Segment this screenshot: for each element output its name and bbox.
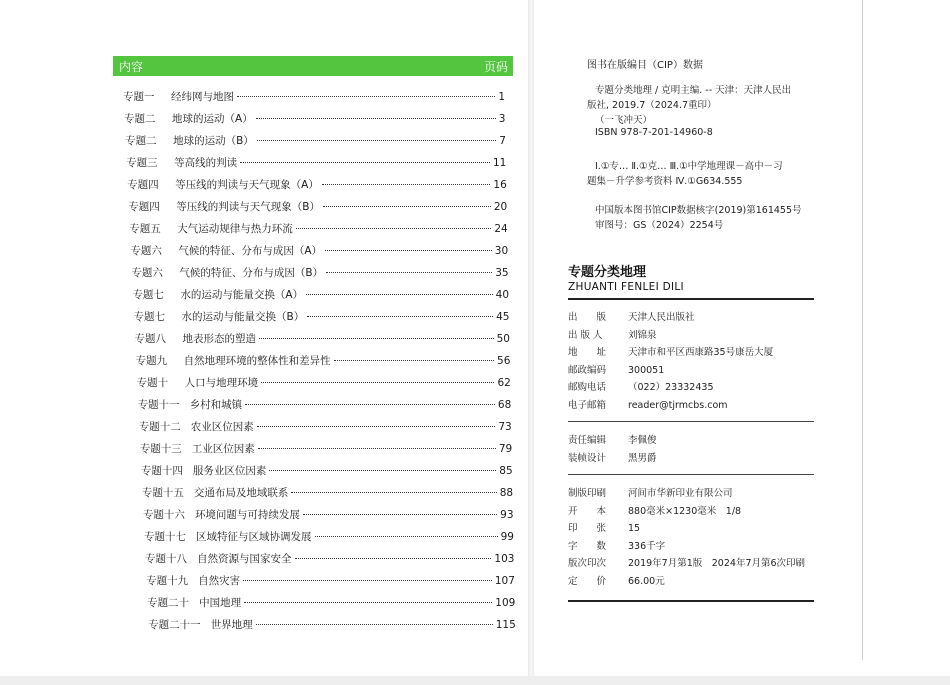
toc-entry-title: 地球的运动（B） bbox=[173, 135, 254, 147]
publisher-info-row bbox=[568, 311, 695, 325]
divider bbox=[568, 421, 814, 422]
toc-entry bbox=[128, 200, 507, 214]
toc-page-number: 40 bbox=[495, 289, 510, 301]
toc-section-number: 专题十八 bbox=[145, 553, 188, 565]
toc-entry-title: 水的运动与能量交换（A） bbox=[180, 289, 304, 301]
editor-info-row bbox=[568, 452, 657, 466]
info-value: 黑男爵 bbox=[628, 452, 657, 464]
toc-entry-title: 气候的特征、分布与成因（B） bbox=[179, 267, 324, 279]
toc-entry bbox=[131, 266, 508, 280]
info-value: （022）23332435 bbox=[628, 382, 714, 393]
toc-leader-dots bbox=[240, 162, 490, 163]
printing-info-row bbox=[568, 575, 665, 589]
toc-page-number: 73 bbox=[498, 421, 512, 433]
info-label: 装帧设计 bbox=[568, 452, 607, 464]
toc-entry-title: 农业区位因素 bbox=[190, 421, 254, 433]
book-title: 专题分类地理 bbox=[568, 265, 647, 280]
toc-leader-dots bbox=[323, 206, 491, 207]
toc-leader-dots bbox=[257, 426, 496, 427]
publisher-info-row bbox=[568, 364, 664, 378]
cip-classification: 题集－升学参考资料 Ⅳ.①G634.555 bbox=[587, 176, 743, 187]
toc-entry bbox=[143, 508, 514, 522]
cip-line: （一飞冲天） bbox=[595, 115, 653, 126]
toc-header-content-label: 内容 bbox=[119, 59, 144, 74]
toc-section-number: 专题十七 bbox=[144, 531, 186, 543]
toc-leader-dots bbox=[243, 580, 492, 581]
toc-leader-dots bbox=[296, 228, 492, 229]
toc-entry-title: 工业区位因素 bbox=[191, 443, 255, 455]
cip-heading: 图书在版编目（CIP）数据 bbox=[587, 60, 703, 71]
toc-section-number: 专题十 bbox=[136, 377, 169, 389]
toc-entry-title: 地表形态的塑造 bbox=[182, 333, 257, 345]
toc-entry bbox=[124, 112, 505, 126]
toc-leader-dots bbox=[245, 404, 495, 405]
toc-entry-title: 等高线的判读 bbox=[174, 157, 238, 169]
publisher-info-row bbox=[568, 399, 728, 413]
toc-entry-title: 区域特征与区域协调发展 bbox=[196, 531, 312, 543]
toc-header bbox=[113, 56, 513, 76]
toc-entry bbox=[145, 552, 514, 566]
toc-entry-title: 等压线的判读与天气现象（A） bbox=[175, 179, 319, 191]
toc-leader-dots bbox=[256, 118, 496, 119]
toc-page-number: 3 bbox=[498, 113, 506, 125]
toc-leader-dots bbox=[257, 140, 496, 141]
cip-classification: Ⅰ.①专… Ⅱ.①克… Ⅲ.①中学地理课－高中－习 bbox=[595, 161, 783, 172]
toc-page-number: 115 bbox=[495, 619, 516, 631]
toc-entry bbox=[126, 156, 506, 170]
info-value: 2019年7月第1版 2024年7月第6次印刷 bbox=[628, 558, 806, 569]
toc-entry bbox=[134, 310, 510, 324]
toc-entry bbox=[129, 222, 507, 236]
toc-leader-dots bbox=[259, 338, 494, 339]
toc-section-number: 专题十一 bbox=[137, 399, 180, 411]
toc-entry bbox=[130, 244, 508, 258]
printing-info-row bbox=[568, 505, 741, 519]
map-approval-number: 审图号：GS（2024）2254号 bbox=[595, 220, 724, 231]
toc-section-number: 专题一 bbox=[123, 91, 155, 103]
toc-page-number: 56 bbox=[497, 355, 511, 367]
toc-section-number: 专题二十 bbox=[147, 597, 190, 609]
toc-entry bbox=[136, 354, 511, 368]
toc-section-number: 专题十五 bbox=[141, 487, 184, 499]
toc-section-number: 专题四 bbox=[127, 179, 159, 191]
divider bbox=[568, 474, 814, 475]
toc-page-number: 1 bbox=[498, 91, 505, 103]
divider bbox=[568, 600, 814, 602]
toc-section-number: 专题六 bbox=[131, 267, 163, 279]
info-label: 邮购电话 bbox=[568, 382, 607, 393]
toc-entry bbox=[127, 178, 507, 192]
toc-page-number: 99 bbox=[500, 531, 514, 543]
toc-page-number: 107 bbox=[494, 575, 515, 587]
toc-leader-dots bbox=[307, 316, 493, 317]
info-value: reader@tjrmcbs.com bbox=[628, 399, 728, 411]
info-label: 出 版 bbox=[568, 312, 607, 323]
toc-leader-dots bbox=[269, 470, 496, 471]
divider bbox=[568, 298, 814, 300]
toc-entry bbox=[144, 530, 514, 544]
toc-entry-title: 地球的运动（A） bbox=[172, 113, 253, 125]
printing-info-row bbox=[568, 540, 665, 554]
toc-page-number: 50 bbox=[496, 333, 510, 345]
toc-section-number: 专题六 bbox=[130, 245, 162, 257]
toc-page-number: 35 bbox=[495, 267, 509, 279]
toc-page-number: 45 bbox=[496, 311, 510, 323]
info-label: 责任编辑 bbox=[568, 435, 607, 446]
publisher-info-row bbox=[568, 346, 773, 360]
toc-leader-dots bbox=[244, 602, 492, 603]
toc-entry bbox=[146, 574, 515, 588]
toc-page-number: 85 bbox=[499, 465, 513, 477]
info-value: 刘锦泉 bbox=[628, 329, 657, 341]
toc-section-number: 专题十三 bbox=[139, 443, 182, 455]
toc-section-number: 专题二 bbox=[125, 135, 157, 147]
toc-entry-title: 中国地理 bbox=[199, 597, 242, 609]
toc-entry bbox=[142, 486, 513, 500]
toc-page-number: 68 bbox=[497, 399, 512, 411]
info-value: 天津市和平区西康路35号康岳大厦 bbox=[628, 347, 774, 358]
info-label: 定 价 bbox=[568, 575, 607, 587]
cip-line: 专题分类地理 / 克明主编. -- 天津：天津人民出 bbox=[595, 85, 792, 96]
toc-section-number: 专题三 bbox=[126, 157, 158, 169]
table-of-contents bbox=[113, 56, 513, 76]
toc-leader-dots bbox=[322, 184, 491, 185]
toc-entry-title: 服务业区位因素 bbox=[192, 465, 267, 477]
toc-section-number: 专题十六 bbox=[142, 509, 185, 521]
printing-info-row bbox=[568, 487, 733, 501]
toc-entry bbox=[135, 332, 510, 346]
publisher-info-row bbox=[568, 381, 714, 395]
toc-entry bbox=[125, 134, 506, 148]
printing-info-row bbox=[568, 557, 805, 571]
toc-page-number: 79 bbox=[498, 443, 513, 455]
toc-section-number: 专题九 bbox=[135, 355, 168, 367]
toc-section-number: 专题五 bbox=[129, 223, 161, 235]
info-label: 字 数 bbox=[568, 540, 607, 552]
toc-page-number: 93 bbox=[500, 509, 514, 521]
toc-header-page-label: 页码 bbox=[483, 59, 508, 74]
info-label: 地 址 bbox=[568, 347, 607, 358]
toc-section-number: 专题八 bbox=[134, 333, 167, 345]
info-value: 李佩俊 bbox=[628, 435, 657, 446]
toc-leader-dots bbox=[295, 558, 492, 559]
toc-entry-title: 交通布局及地域联系 bbox=[193, 487, 289, 499]
toc-entry-title: 乡村和城镇 bbox=[189, 399, 243, 411]
toc-page-number: 109 bbox=[495, 597, 516, 609]
book-spine bbox=[528, 0, 534, 685]
toc-section-number: 专题十四 bbox=[140, 465, 183, 477]
toc-page-number: 20 bbox=[493, 201, 508, 213]
toc-entry-title: 水的运动与能量交换（B） bbox=[181, 311, 305, 323]
toc-entry bbox=[141, 464, 513, 478]
info-label: 邮政编码 bbox=[568, 364, 607, 376]
toc-entry bbox=[140, 442, 512, 456]
toc-leader-dots bbox=[291, 492, 496, 493]
toc-leader-dots bbox=[326, 272, 492, 273]
info-label: 印 张 bbox=[568, 523, 607, 534]
info-label: 版次印次 bbox=[568, 558, 607, 569]
toc-section-number: 专题十九 bbox=[146, 575, 189, 587]
toc-page-number: 16 bbox=[493, 179, 507, 191]
info-label: 电子邮箱 bbox=[568, 399, 607, 411]
scan-bottom-edge bbox=[0, 676, 950, 685]
toc-entry-title: 自然地理环境的整体性和差异性 bbox=[183, 355, 331, 367]
publisher-info-row bbox=[568, 329, 657, 343]
info-value: 15 bbox=[628, 523, 641, 534]
toc-entry bbox=[132, 288, 509, 302]
cip-isbn: ISBN 978-7-201-14960-8 bbox=[595, 127, 713, 138]
toc-section-number: 专题四 bbox=[128, 201, 160, 213]
toc-page-number: 103 bbox=[494, 553, 515, 565]
info-value: 880毫米×1230毫米 1/8 bbox=[628, 505, 742, 517]
info-value: 天津人民出版社 bbox=[628, 312, 695, 323]
info-value: 336千字 bbox=[628, 540, 666, 552]
editor-info-row bbox=[568, 434, 657, 448]
toc-entry bbox=[137, 376, 511, 390]
toc-leader-dots bbox=[334, 360, 494, 361]
toc-page-number: 11 bbox=[492, 157, 507, 169]
toc-section-number: 专题十二 bbox=[138, 421, 181, 433]
toc-leader-dots bbox=[256, 624, 493, 625]
toc-entry-title: 自然资源与国家安全 bbox=[197, 553, 292, 565]
toc-section-number: 专题二十一 bbox=[148, 619, 201, 631]
toc-entry bbox=[138, 398, 512, 412]
toc-leader-dots bbox=[315, 536, 498, 537]
info-value: 300051 bbox=[628, 364, 665, 376]
toc-entry bbox=[148, 618, 516, 632]
toc-leader-dots bbox=[303, 514, 497, 515]
info-value: 66.00元 bbox=[628, 575, 665, 587]
toc-entry-title: 世界地理 bbox=[210, 619, 253, 631]
cip-record-number: 中国版本图书馆CIP数据核字(2019)第161455号 bbox=[595, 205, 802, 216]
toc-page-number: 88 bbox=[499, 487, 514, 499]
page-edge bbox=[862, 0, 863, 660]
toc-entry-title: 大气运动规律与热力环流 bbox=[177, 223, 293, 235]
toc-section-number: 专题二 bbox=[124, 113, 156, 125]
toc-entry bbox=[147, 596, 515, 610]
printing-info-row bbox=[568, 522, 640, 536]
info-label: 制版印刷 bbox=[568, 488, 607, 499]
toc-entry-title: 经纬网与地图 bbox=[171, 91, 234, 103]
book-title-pinyin: ZHUANTI FENLEI DILI bbox=[568, 281, 684, 293]
info-label: 开 本 bbox=[568, 505, 607, 517]
toc-leader-dots bbox=[258, 448, 496, 449]
toc-leader-dots bbox=[261, 382, 494, 383]
toc-entry-title: 环境问题与可持续发展 bbox=[194, 509, 300, 521]
info-value: 河间市华新印业有限公司 bbox=[628, 488, 733, 499]
cip-line: 版社, 2019.7（2024.7重印） bbox=[587, 100, 717, 111]
toc-entry-title: 人口与地理环境 bbox=[184, 377, 259, 389]
toc-leader-dots bbox=[237, 96, 495, 97]
toc-entry-title: 等压线的判读与天气现象（B） bbox=[176, 201, 320, 213]
toc-page-number: 7 bbox=[499, 135, 506, 147]
toc-section-number: 专题七 bbox=[132, 289, 164, 301]
toc-leader-dots bbox=[325, 250, 492, 251]
toc-section-number: 专题七 bbox=[133, 311, 165, 323]
toc-entry-title: 气候的特征、分布与成因（A） bbox=[178, 245, 323, 257]
toc-page-number: 62 bbox=[497, 377, 511, 389]
toc-entry bbox=[123, 90, 505, 104]
toc-page-number: 30 bbox=[494, 245, 509, 257]
toc-entry bbox=[139, 420, 512, 434]
info-label: 出 版 人 bbox=[568, 329, 603, 341]
toc-page-number: 24 bbox=[494, 223, 508, 235]
toc-leader-dots bbox=[306, 294, 493, 295]
toc-entry-title: 自然灾害 bbox=[198, 575, 241, 587]
